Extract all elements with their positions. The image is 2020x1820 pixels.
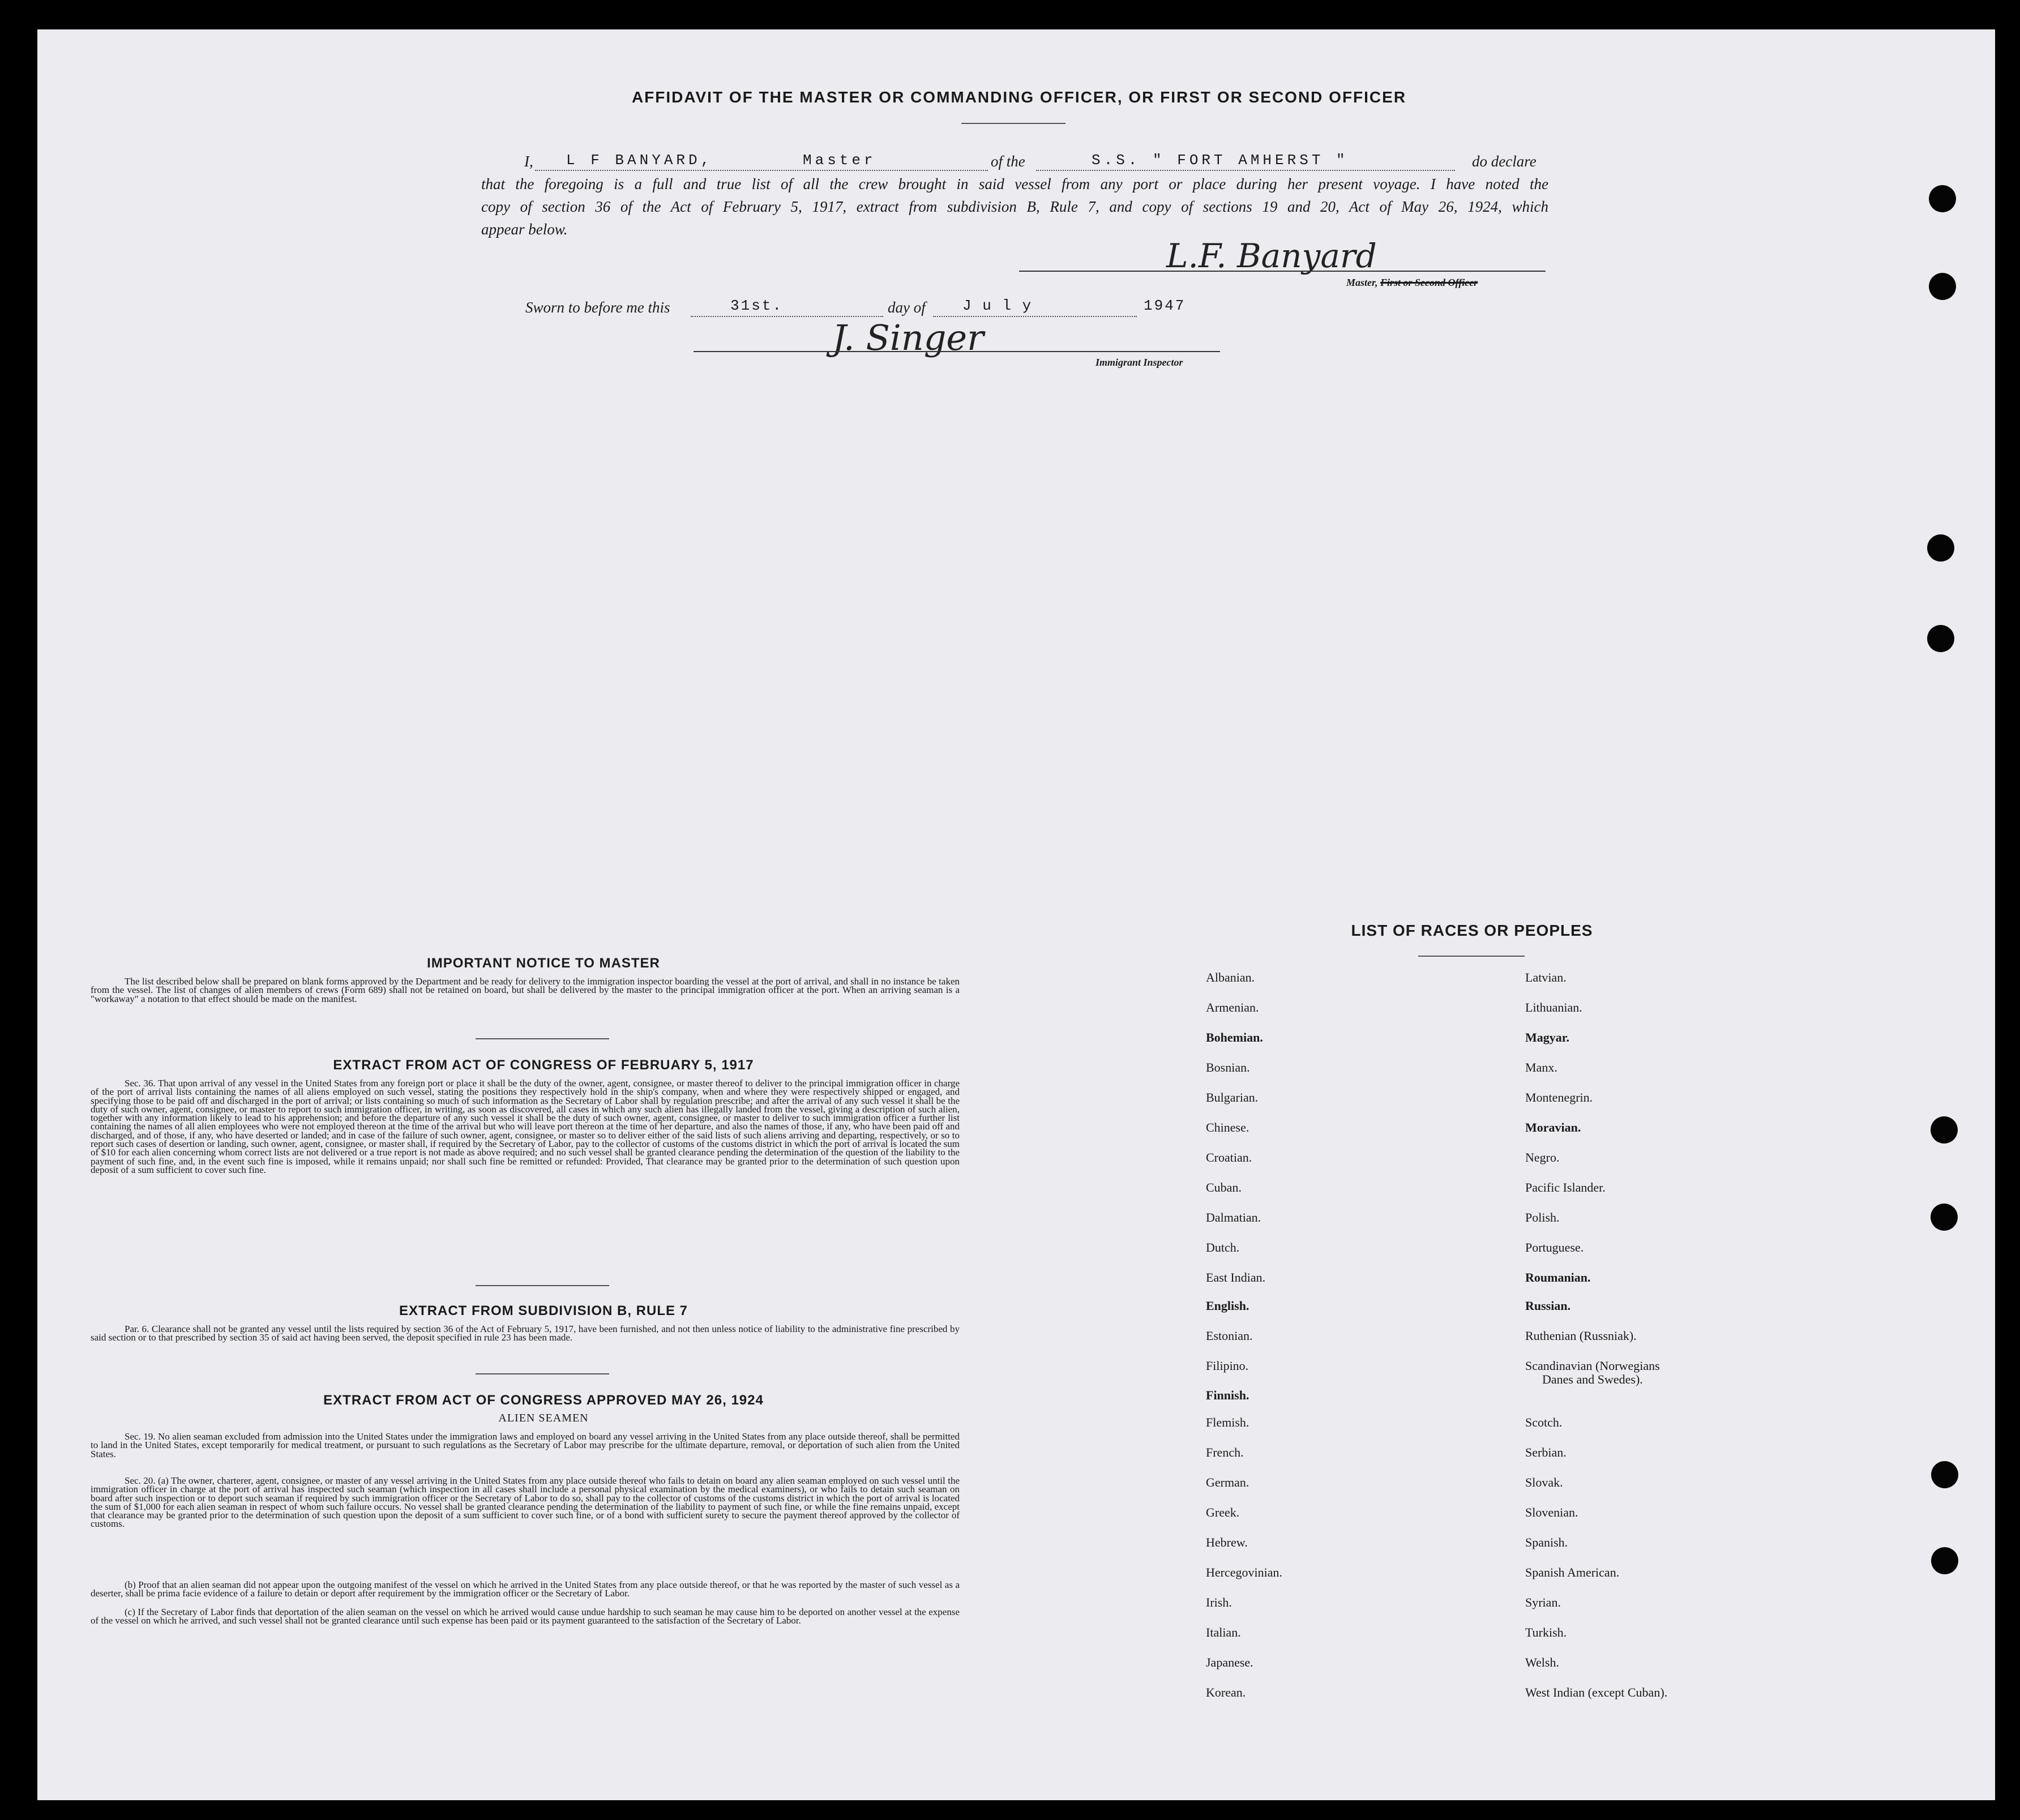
section-divider [476,1285,609,1286]
extract-1924-sec20a: Sec. 20. (a) The owner, charterer, agent, consignee, or master of any vessel arriving in the United States from any place outside thereof who fails to detain on board any alien seaman employed on such vessel until the immigration officer in charge at the port of arrival has inspected such seaman (which inspection in all cases shall include a personal physical examination by the medical examiners), or who fails to detain such seaman on board after such inspection or to deport such seaman if required by such immigration officer or the Secretary of Labor to do so, shall pay to the collector of customs of the customs district in which the port of arrival is located the sum of $1,000 for each alien seaman in respect of whom such failure occurs. No vessel shall be granted clearance pending the determination of the liability to payment of such fine, or while the fine remains unpaid, except that clearance may be granted prior to the determination of such question upon the deposit of a sum sufficient to cover such fine, or of a bond with sufficient surety to secure the payment thereof approved by the collector of customs. [91,1475,960,1530]
master-caption-label: Master, [1346,277,1378,288]
left-race-item: Filipino. [1206,1359,1249,1373]
right-race-item: Latvian. [1525,970,1567,984]
left-race-item: Armenian. [1206,1000,1259,1014]
left-race-item: Bohemian. [1206,1030,1263,1044]
left-race-item: German. [1206,1475,1249,1489]
right-race-item: Montenegrin. [1525,1090,1593,1104]
binder-hole [1927,625,1954,652]
rule7-title: EXTRACT FROM SUBDIVISION B, RULE 7 [399,1303,688,1318]
affidavit-title: AFFIDAVIT OF THE MASTER OR COMMANDING OFFICER, OR FIRST OR SECOND OFFICER [631,88,1407,106]
sworn-label: Sworn to before me this [525,299,670,316]
extract-1924-sec19: Sec. 19. No alien seaman excluded from admission into the United States under the immigration laws and employed on board any vessel arriving in the United States from any place outside thereof, shall be permitted to land in the United States, except temporarily for medical treatment, or pursuant to such regulations as the Secretary of Labor may prescribe for the ultimate departure, removal, or deportation of such alien from the United States. [91,1431,960,1459]
vessel-field-line [1036,170,1455,171]
right-race-item: Pacific Islander. [1525,1180,1606,1194]
binder-hole [1931,1461,1958,1488]
affidavit-line-4: appear below. [481,221,568,238]
vessel-name-field: S.S. " FORT AMHERST " [1092,152,1349,169]
binder-hole [1927,534,1954,562]
document-page [37,29,1995,1800]
left-race-item: Albanian. [1206,970,1255,984]
affidavit-of-the: of the [991,153,1025,170]
left-race-item: East Indian. [1206,1270,1266,1284]
left-race-item: Flemish. [1206,1415,1249,1429]
inspector-signature-line [694,351,1220,352]
left-race-item: Hercegovinian. [1206,1565,1282,1579]
affidavit-i-label: I, [524,153,533,170]
right-race-item: Turkish. [1525,1625,1567,1639]
extract-1917-title: EXTRACT FROM ACT OF CONGRESS OF FEBRUARY 5, 1917 [333,1057,754,1073]
left-race-item: Finnish. [1206,1388,1249,1402]
right-race-item: Danes and Swedes). [1542,1372,1643,1386]
right-race-item: Moravian. [1525,1120,1581,1134]
master-caption-struck: First or Second Officer [1380,277,1478,288]
left-race-item: Bosnian. [1206,1060,1250,1074]
left-race-item: Dalmatian. [1206,1210,1261,1224]
left-race-item: Dutch. [1206,1240,1240,1254]
left-race-item: Irish. [1206,1595,1232,1609]
extract-1917-text: Sec. 36. That upon arrival of any vessel in the United States from any foreign port or place it shall be the duty of the owner, agent, consignee, or master thereof to deliver to the principal immigration officer in charge of the port of arrival lists containing the names of all aliens employed on such vessel, stating the positions they respectively hold in the ship's company, when and where they were respectively shipped or engaged, and specifying those to be paid off and discharged in the port of arrival; or lists containing so much of such information as the Secretary of Labor shall by regulation prescribe; and after the arrival of any such vessel it shall be the duty of such owner, agent, consignee, or master to report to such immigration officer, in writing, as soon as discovered, all cases in which any such alien has illegally landed from the vessel, giving a description of such alien, together with any information likely to lead to his apprehension; and before the departure of any such vessel it shall be the duty of such owner, agent, consignee, or master to deliver to such immigration officer a further list containing the names of all alien employees who were not employed thereon at the time of the arrival but who will leave port thereon at the time of her departure, and also the names of those, if any, who have been paid off and discharged, and of those, if any, who have deserted or landed; and in case of the failure of such owner, agent, consignee, or master so to deliver either of the said lists of such aliens arriving and departing, respectively, or so to report such cases of desertion or landing, such owner, agent, consignee, or master shall, if required by the Secretary of Labor, pay to the collector of customs of the customs district in which the port of arrival is located the sum of $10 for each alien concerning whom correct lists are not delivered or a true report is not made as above required; and no such vessel shall be granted clearance pending the determination of the question of the liability to the payment of such fine, and, in the event such fine is imposed, while it remains unpaid; nor shall such fine be remitted or refunded: Provided, That clearance may be granted prior to the determination of such question upon deposit of a sum sufficient to cover such fine. [91,1078,960,1175]
right-race-item: West Indian (except Cuban). [1525,1685,1668,1699]
right-race-item: Roumanian. [1525,1270,1591,1284]
extract-1924-sec20b: (b) Proof that an alien seaman did not appear upon the outgoing manifest of the vessel on which he arrived in the United States from any place outside thereof, or that he was reported by the master of such vessel as a deserter, shall be prima facie evidence of a failure to detain or deport after requirement by the immigration officer or the Secretary of Labor. [91,1579,960,1599]
races-title: LIST OF RACES OR PEOPLES [1351,922,1593,939]
left-race-item: Croatian. [1206,1150,1252,1164]
section-divider [476,1373,609,1374]
right-race-item: Lithuanian. [1525,1000,1582,1014]
name-field-line [535,170,988,171]
left-race-item: English. [1206,1299,1249,1313]
right-race-item: Syrian. [1525,1595,1561,1609]
left-race-item: Hebrew. [1206,1535,1248,1549]
inspector-caption: Immigrant Inspector [1095,357,1183,368]
binder-hole [1931,1547,1958,1574]
left-race-item: Chinese. [1206,1120,1249,1134]
binder-hole [1931,1116,1958,1144]
notice-title: IMPORTANT NOTICE TO MASTER [427,956,660,971]
right-race-item: Magyar. [1525,1030,1570,1044]
right-race-item: Polish. [1525,1210,1560,1224]
right-race-item: Slovenian. [1525,1505,1578,1519]
right-race-item: Ruthenian (Russniak). [1525,1329,1637,1343]
affidavit-do-declare: do declare [1472,153,1537,170]
races-divider [1418,956,1525,957]
left-race-item: Greek. [1206,1505,1240,1519]
binder-hole [1929,185,1956,212]
right-race-item: Spanish. [1525,1535,1568,1549]
rule7-text: Par. 6. Clearance shall not be granted any vessel until the lists required by section 36 of the Act of February 5, 1917, have been furnished, and not then unless notice of liability to the administrative fine prescribed by said section or to that prescribed by section 35 of said act having been served, the deposit specified in rule 23 has been made. [91,1324,960,1343]
notice-text: The list described below shall be prepared on blank forms approved by the Department and be ready for delivery to the immigration inspector boarding the vessel at the port of arrival, and shall in no instance be taken from the vessel. The list of changes of alien members of crews (Form 689) shall not be retained on board, but shall be delivered by the master to the principal immigration officer at the port. When an arriving seaman is a "workaway" a notation to that effect should be made on the manifest. [91,976,960,1004]
inspector-signature: J. Singer [832,317,984,358]
right-race-item: Portuguese. [1525,1240,1584,1254]
right-race-item: Russian. [1525,1299,1571,1313]
right-race-item: Manx. [1525,1060,1557,1074]
affidavit-line-2: that the foregoing is a full and true list of all the crew brought in said vessel from any port or place during her present voyage. I have noted the [481,175,1548,192]
right-race-item: Scandinavian (Norwegians [1525,1359,1660,1373]
title-divider [961,123,1065,124]
master-name-field: L F BANYARD, [566,152,713,169]
extract-1924-subtitle: ALIEN SEAMEN [498,1412,589,1424]
left-race-item: Italian. [1206,1625,1241,1639]
sworn-day-of: day of [888,299,926,316]
sworn-month-field: J u l y [962,297,1033,314]
right-race-item: Welsh. [1525,1655,1559,1669]
left-race-item: Cuban. [1206,1180,1242,1194]
right-race-item: Negro. [1525,1150,1560,1164]
right-race-item: Spanish American. [1525,1565,1620,1579]
left-race-item: Korean. [1206,1685,1246,1699]
right-race-item: Slovak. [1525,1475,1563,1489]
master-rank-field: Master [803,152,876,169]
master-signature-line [1019,271,1546,272]
extract-1924-sec20c: (c) If the Secretary of Labor finds that deportation of the alien seaman on the vessel on which he arrived would cause undue hardship to such seaman he may cause him to be deported on another vessel at the expense of the vessel on which he arrived, and such vessel shall not be granted clearance until such expense has been paid or its payment guaranteed to the satisfaction of the Secretary of Labor. [91,1607,960,1626]
left-race-item: French. [1206,1445,1244,1459]
affidavit-line-3: copy of section 36 of the Act of February 5, 1917, extract from subdivision B, Rule 7, and copy of sections 19 and 20, Act of May 26, 1924, which [481,198,1548,215]
extract-1924-title: EXTRACT FROM ACT OF CONGRESS APPROVED MAY 26, 1924 [323,1393,764,1408]
right-race-item: Serbian. [1525,1445,1567,1459]
binder-hole [1929,273,1956,300]
sworn-day-field: 31st. [730,297,784,314]
sworn-year-field: 1947 [1144,297,1186,314]
left-race-item: Bulgarian. [1206,1090,1259,1104]
master-caption [1346,277,1478,289]
left-race-item: Estonian. [1206,1329,1253,1343]
binder-hole [1931,1204,1958,1231]
left-race-item: Japanese. [1206,1655,1253,1669]
master-signature: L.F. Banyard [1166,237,1377,275]
section-divider [476,1038,609,1039]
right-race-item: Scotch. [1525,1415,1563,1429]
